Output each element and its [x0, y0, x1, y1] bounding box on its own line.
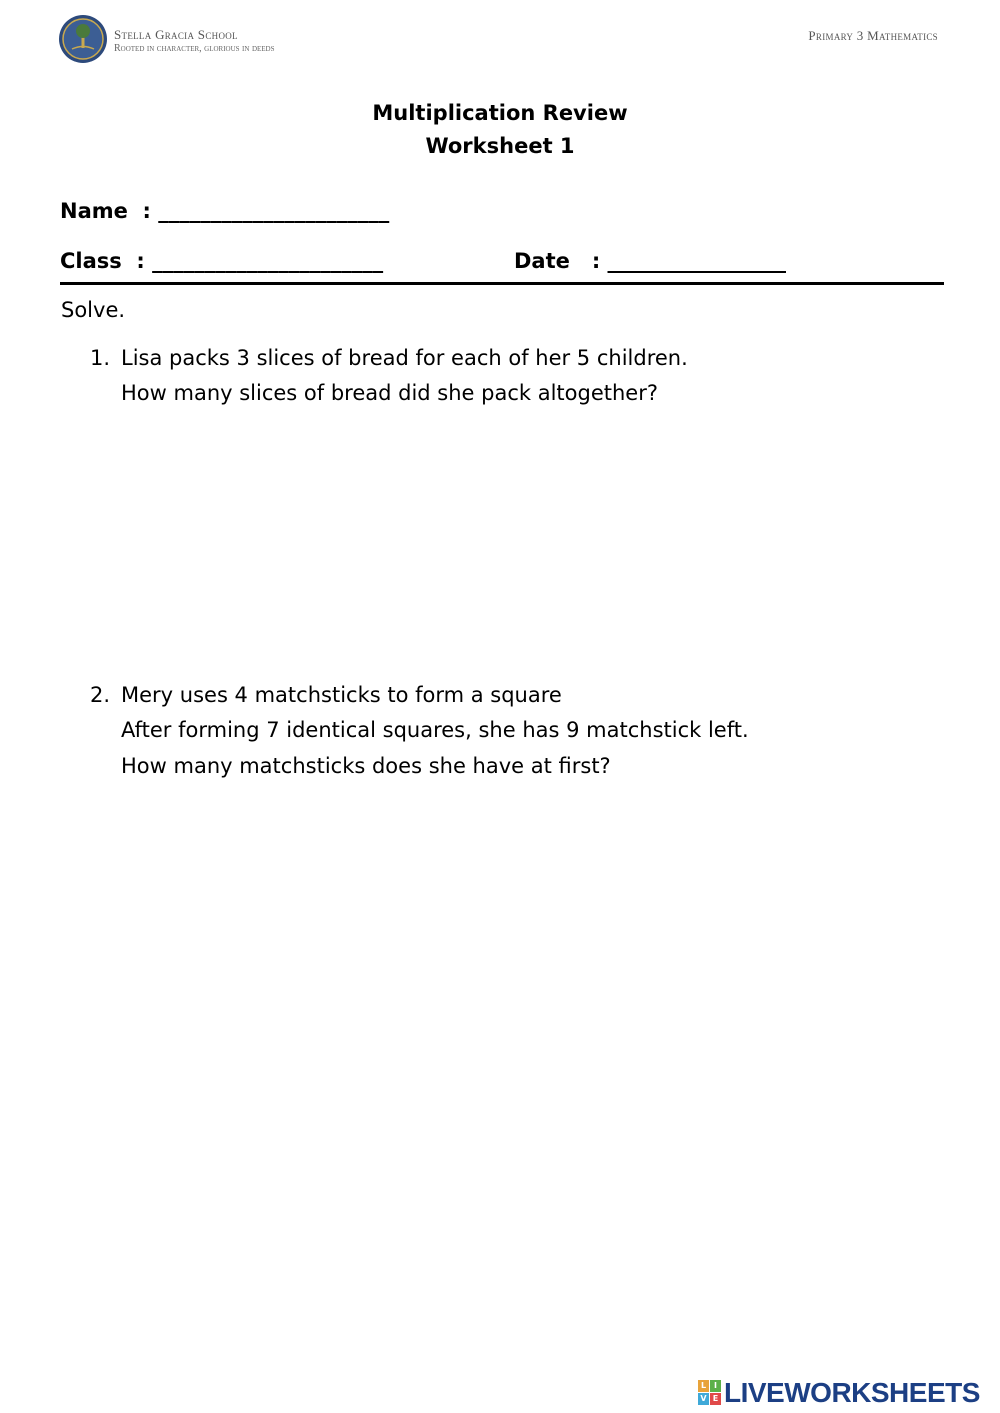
question-line: Lisa packs 3 slices of bread for each of her 5 children. — [121, 346, 688, 370]
school-crest-icon — [58, 14, 108, 64]
instruction-text: Solve. — [61, 298, 126, 322]
header-divider — [60, 282, 944, 285]
name-field[interactable]: Name : ______________________ — [60, 199, 390, 223]
date-field[interactable]: Date : _________________ — [514, 249, 787, 273]
brand-name: LIVEWORKSHEETS — [724, 1377, 980, 1408]
class-field[interactable]: Class : ______________________ — [60, 249, 384, 273]
school-motto: Rooted in character, glorious in deeds — [114, 43, 275, 54]
school-info — [114, 27, 275, 54]
worksheet-subtitle: Worksheet 1 — [425, 134, 575, 158]
question-line: How many matchsticks does she have at first? — [121, 754, 611, 778]
page-header — [58, 14, 938, 70]
subject-label: Primary 3 Mathematics — [808, 28, 938, 43]
question-line: How many slices of bread did she pack altogether? — [121, 381, 659, 405]
worksheet-title: Multiplication Review — [372, 101, 628, 125]
question-number: 2. — [90, 683, 111, 707]
question-number: 1. — [90, 346, 111, 370]
liveworksheets-logo-icon: L I V E — [698, 1380, 722, 1406]
question-line: Mery uses 4 matchsticks to form a square — [121, 683, 562, 707]
question-line: After forming 7 identical squares, she has 9 matchstick left. — [121, 718, 749, 742]
school-name: Stella Gracia School — [114, 27, 238, 42]
liveworksheets-brand[interactable] — [698, 1377, 998, 1411]
